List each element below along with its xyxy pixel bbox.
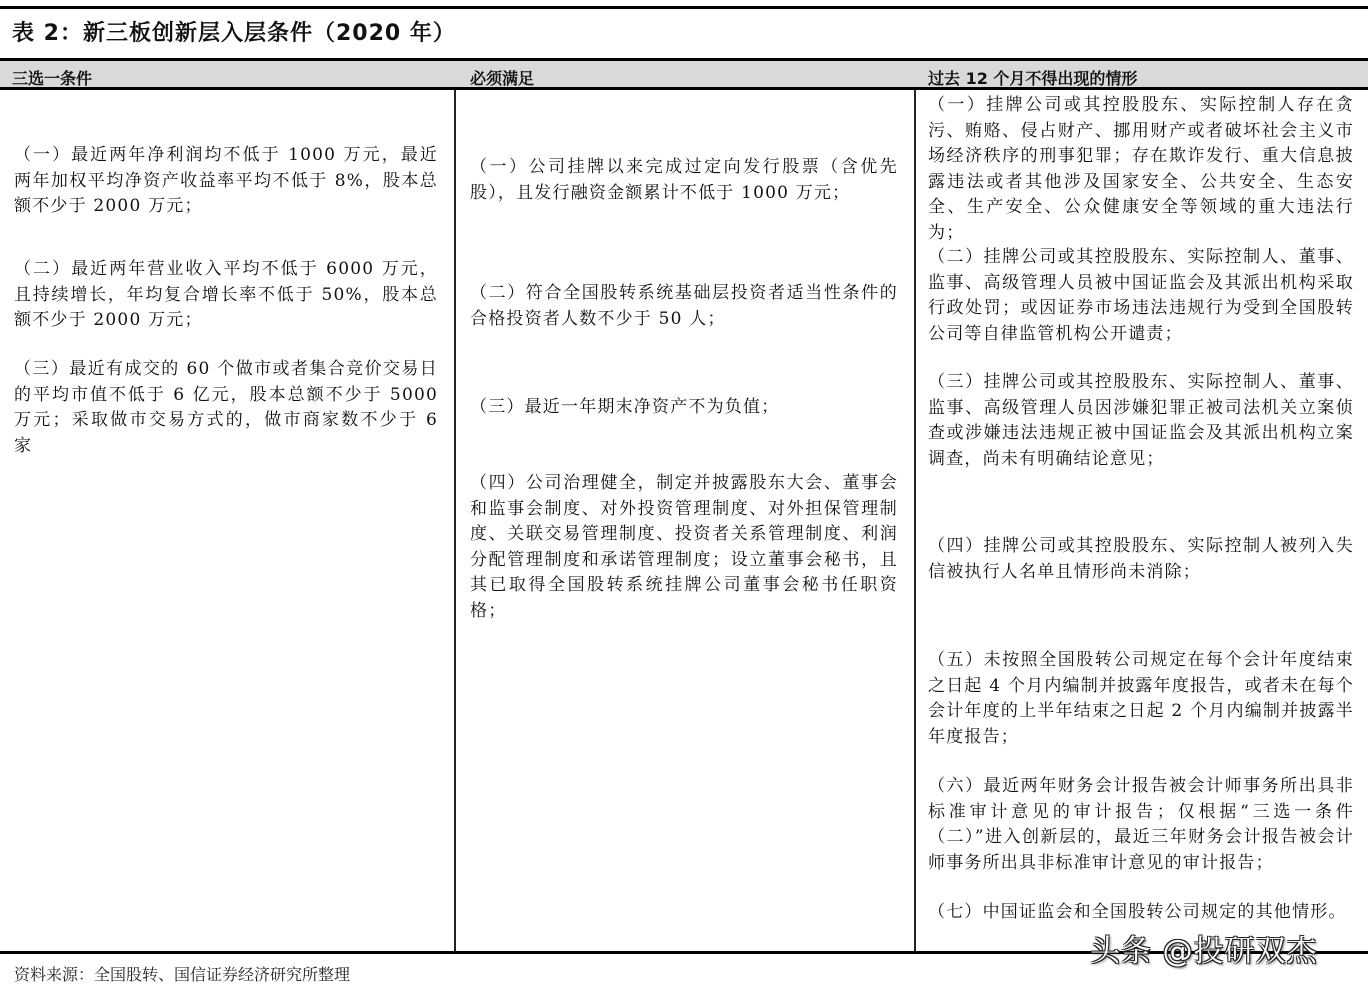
table-cell-item: （五）未按照全国股转公司规定在每个会计年度结束之日起 4 个月内编制并披露年度报告，或者未在每个会计年度的上半年结束之日起 2 个月内编制并披露半年度报告； [928, 650, 1354, 747]
table-cell-item: （三）挂牌公司或其控股股东、实际控制人、董事、监事、高级管理人员因涉嫌犯罪正被司法机关立案侦查或涉嫌违法违规正被中国证监会及其派出机构立案调查，尚未有明确结论意见； [928, 372, 1354, 469]
top-rule [0, 6, 1368, 9]
table-cell-item: （六）最近两年财务会计报告被会计师事务所出具非标准审计意见的审计报告；仅根据“三选一条件（二）”进入创新层的，最近三年财务会计报告被会计师事务所出具非标准审计意见的审计报告； [928, 776, 1354, 873]
table-cell-item: （三）最近一年期末净资产不为负值； [470, 397, 780, 417]
header-cell-choose-one: 三选一条件 [12, 69, 93, 88]
table-cell-item: （二）挂牌公司或其控股股东、实际控制人、董事、监事、高级管理人员被中国证监会及其派出机构采取行政处罚；或因证券市场违法违规行为受到全国股转公司等自律监管机构公开谴责； [928, 247, 1354, 344]
table-cell-item: （三）最近有成交的 60 个做市或者集合竞价交易日的平均市值不低于 6 亿元，股本总额不少于 5000 万元；采取做市交易方式的，做市商家数不少于 6 家 [14, 359, 438, 456]
table-cell-item: （七）中国证监会和全国股转公司规定的其他情形。 [928, 902, 1347, 922]
column-choose-one [0, 90, 454, 952]
table-title: 表 2：新三板创新层入层条件（2020 年） [12, 21, 456, 46]
table-cell-item: （二）最近两年营业收入平均不低于 6000 万元，且持续增长，年均复合增长率不低于 50%，股本总额不少于 2000 万元； [14, 259, 438, 330]
table-cell-item: （一）公司挂牌以来完成过定向发行股票（含优先股），且发行融资金额累计不低于 1000 万元； [470, 157, 898, 203]
table-cell-item: （一）最近两年净利润均不低于 1000 万元，最近两年加权平均净资产收益率平均不低于 8%，股本总额不少于 2000 万元； [14, 145, 438, 216]
watermark: 头条 @投研双杰 [1090, 934, 1318, 969]
table-header [0, 58, 1368, 90]
header-cell-excluded-situations: 过去 12 个月不得出现的情形 [928, 69, 1138, 88]
table-cell-item: （四）挂牌公司或其控股股东、实际控制人被列入失信被执行人名单且情形尚未消除； [928, 536, 1354, 582]
column-must-meet [456, 90, 914, 952]
source-note: 资料来源：全国股转、国信证券经济研究所整理 [14, 965, 351, 984]
header-cell-must-meet: 必须满足 [470, 69, 535, 88]
table-cell-item: （二）符合全国股转系统基础层投资者适当性条件的合格投资者人数不少于 50 人； [470, 283, 898, 329]
table-cell-item: （四）公司治理健全，制定并披露股东大会、董事会和监事会制度、对外投资管理制度、对外担保管理制度、关联交易管理制度、投资者关系管理制度、利润分配管理制度和承诺管理制度；设立董事会秘书，且其已取得全国股转系统挂牌公司董事会秘书任职资格； [470, 473, 898, 621]
column-excluded-situations [916, 90, 1368, 952]
table-cell-item: （一）挂牌公司或其控股股东、实际控制人存在贪污、贿赂、侵占财产、挪用财产或者破坏社会主义市场经济秩序的刑事犯罪；存在欺诈发行、重大信息披露违法或者其他涉及国家安全、公共安全、生态安全、生产安全、公众健康安全等领域的重大违法行为； [928, 95, 1354, 243]
